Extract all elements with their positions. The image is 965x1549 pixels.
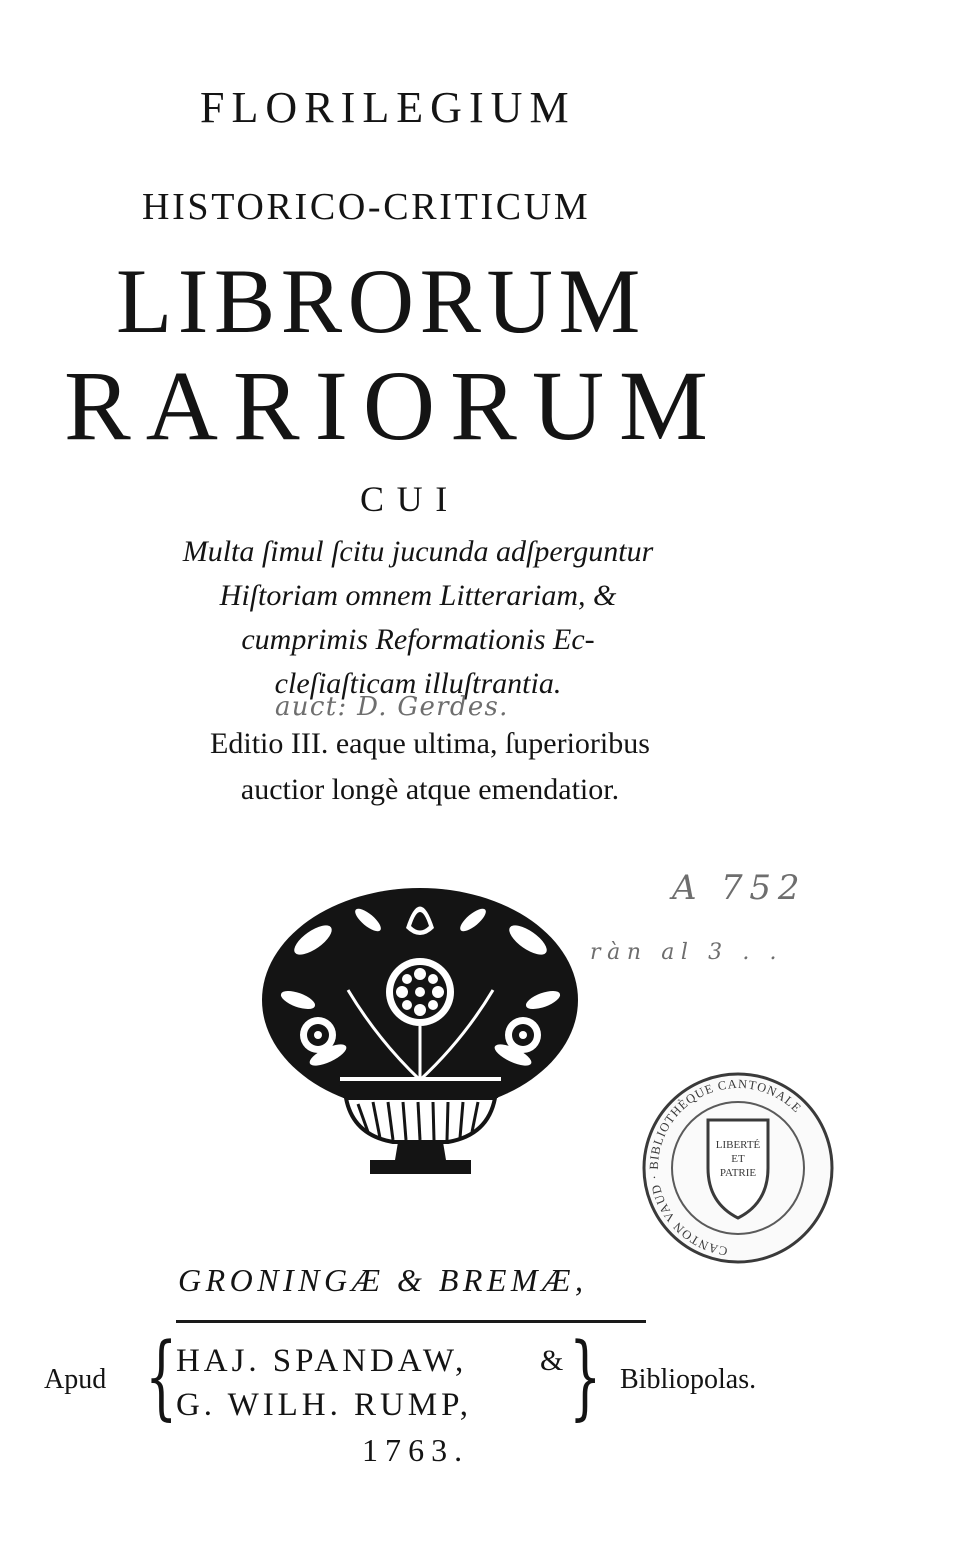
edition-line-1: Editio III. eaque ultima, ſuperioribus xyxy=(210,727,650,760)
imprint-apud: Apud xyxy=(44,1364,107,1395)
description-line-2: Hiſtoriam omnem Litterariam, & xyxy=(219,579,617,612)
left-curly-brace-icon: { xyxy=(145,1323,178,1430)
title-line-rariorum: RARIORUM xyxy=(64,350,723,461)
handwritten-shelf-note: ràn al 3 . . xyxy=(590,940,784,965)
right-curly-brace-icon: } xyxy=(569,1323,602,1430)
handwritten-shelfmark: A 752 xyxy=(672,868,807,908)
description-line-1: Multa ſimul ſcitu jucunda adſperguntur xyxy=(182,535,654,568)
stamp-motto-3: PATRIE xyxy=(719,1167,757,1179)
publisher-ampersand: & xyxy=(540,1344,564,1377)
edition-line-2: auctior longè atque emendatior. xyxy=(240,773,620,806)
library-stamp-icon xyxy=(638,1068,838,1268)
imprint-place: GRONINGÆ & BREMÆ, xyxy=(178,1262,588,1298)
imprint-bibliopolas: Bibliopolas. xyxy=(620,1364,757,1395)
description-line-3: cumprimis Reformationis Ec- xyxy=(241,623,595,656)
stamp-motto-1: LIBERTÉ xyxy=(715,1139,761,1151)
publisher-spandaw: HAJ. SPANDAW, xyxy=(176,1343,468,1379)
title-line-historico-criticum: HISTORICO-CRITICUM xyxy=(142,186,591,228)
stamp-ring-text: CANTON VAUD · BIBLIOTHÈQUE CANTONALE xyxy=(646,1076,805,1259)
title-line-librorum: LIBRORUM xyxy=(116,250,646,352)
cui-heading: CUI xyxy=(360,479,460,519)
handwritten-author-note: auct: D. Gerdes. xyxy=(275,692,509,722)
description-line-4: cleſiaſticam illuſtrantia. xyxy=(274,667,562,700)
stamp-motto-2: ET xyxy=(731,1153,745,1165)
imprint-year: 1763. xyxy=(362,1432,470,1468)
publisher-rump: G. WILH. RUMP, xyxy=(176,1387,472,1423)
flower-vase-woodcut-icon xyxy=(258,880,583,1185)
title-line-florilegium: FLORILEGIUM xyxy=(200,83,576,132)
